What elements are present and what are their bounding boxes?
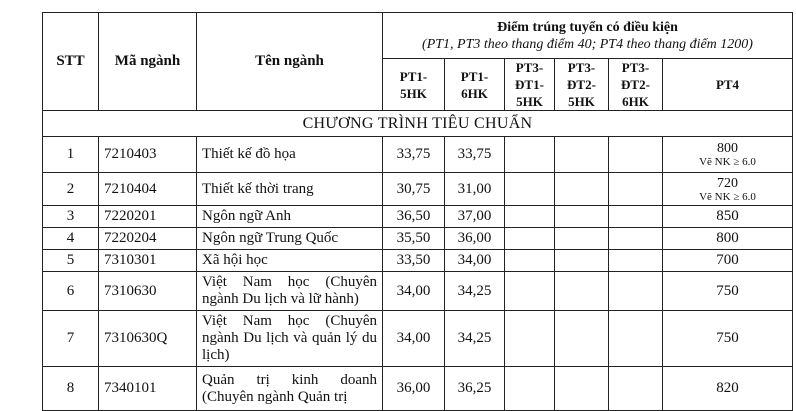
cell-stt: 4 [43,228,99,250]
cell-stt: 3 [43,206,99,228]
cell-pt1-5hk: 34,00 [383,311,445,367]
cell-pt3-dt2-5hk [555,137,609,173]
cell-name: Ngôn ngữ Trung Quốc [197,228,383,250]
cell-stt: 5 [43,250,99,272]
admission-score-table [42,12,793,411]
cell-pt4-score: 800 [717,141,738,156]
cell-pt3-dt2-6hk [609,173,663,206]
cell-pt1-5hk: 30,75 [383,173,445,206]
cell-code: 7310301 [99,250,197,272]
cell-pt4: 700 [663,250,793,272]
cell-pt3-dt2-5hk [555,311,609,367]
table-row [43,206,793,228]
cell-pt3-dt1-5hk [505,272,555,311]
cell-pt3-dt2-6hk [609,367,663,411]
cell-pt3-dt2-6hk [609,228,663,250]
header-code: Mã ngành [99,13,197,111]
cell-stt: 8 [43,367,99,411]
header-group-subtitle: (PT1, PT3 theo thang điểm 40; PT4 theo thang điểm 1200) [422,36,753,52]
cell-pt3-dt2-6hk [609,272,663,311]
header-pt1-6hk: PT1-6HK [445,59,505,111]
table-row [43,367,793,411]
cell-name: Ngôn ngữ Anh [197,206,383,228]
cell-pt4-score: 720 [717,175,738,191]
cell-stt: 1 [43,137,99,173]
cell-pt3-dt2-5hk [555,250,609,272]
cell-pt4: 820 [663,367,793,411]
header-pt3-dt1-5hk: PT3-ĐT1-5HK [505,59,555,111]
cell-code: 7310630Q [99,311,197,367]
cell-pt1-6hk: 31,00 [445,173,505,206]
cell-code: 7210404 [99,173,197,206]
cell-pt3-dt1-5hk [505,228,555,250]
cell-pt3-dt2-6hk [609,311,663,367]
table-row [43,137,793,173]
header-pt3-dt2-6hk: PT3-ĐT2-6HK [609,59,663,111]
cell-pt4 [663,173,793,206]
header-group-title: Điểm trúng tuyển có điều kiện [497,19,678,35]
cell-name: Thiết kế thời trang [197,173,383,206]
header-pt4: PT4 [663,59,793,111]
cell-name: Xã hội học [197,250,383,272]
cell-pt4: 800 [663,228,793,250]
cell-pt1-6hk: 36,00 [445,228,505,250]
cell-pt1-5hk: 33,75 [383,137,445,173]
header-stt: STT [43,13,99,111]
cell-pt3-dt2-5hk [555,272,609,311]
header-pt3-dt2-5hk: PT3-ĐT2-5HK [555,59,609,111]
cell-code: 7220204 [99,228,197,250]
table-row [43,250,793,272]
cell-name: Thiết kế đồ họa [197,137,383,173]
table-row [43,311,793,367]
cell-pt1-5hk: 36,00 [383,367,445,411]
cell-pt4: 850 [663,206,793,228]
table-row [43,173,793,206]
cell-name: Quản trị kinh doanh (Chuyên ngành Quản trị [197,367,383,411]
cell-stt: 6 [43,272,99,311]
section-title: CHƯƠNG TRÌNH TIÊU CHUẨN [43,111,793,137]
cell-pt1-5hk: 33,50 [383,250,445,272]
cell-pt1-6hk: 34,25 [445,272,505,311]
cell-pt1-6hk: 36,25 [445,367,505,411]
cell-pt3-dt1-5hk [505,137,555,173]
cell-pt3-dt2-5hk [555,228,609,250]
cell-pt3-dt2-6hk [609,137,663,173]
cell-pt1-5hk: 35,50 [383,228,445,250]
cell-pt3-dt1-5hk [505,250,555,272]
header-name: Tên ngành [197,13,383,111]
header-group [383,13,793,59]
cell-pt1-6hk: 37,00 [445,206,505,228]
cell-pt3-dt2-5hk [555,173,609,206]
cell-pt3-dt1-5hk [505,173,555,206]
table-row [43,272,793,311]
cell-code: 7310630 [99,272,197,311]
cell-pt1-6hk: 34,25 [445,311,505,367]
cell-pt3-dt1-5hk [505,367,555,411]
cell-stt: 2 [43,173,99,206]
cell-pt3-dt1-5hk [505,311,555,367]
cell-pt4: 750 [663,272,793,311]
header-pt1-5hk: PT1-5HK [383,59,445,111]
cell-pt3-dt2-5hk [555,367,609,411]
cell-pt1-6hk: 34,00 [445,250,505,272]
cell-code: 7340101 [99,367,197,411]
cell-pt1-6hk: 33,75 [445,137,505,173]
cell-pt1-5hk: 36,50 [383,206,445,228]
cell-name: Việt Nam học (Chuyên ngành Du lịch và lữ hành) [197,272,383,311]
cell-pt3-dt1-5hk [505,206,555,228]
cell-pt4-note: Vẽ NK ≥ 6.0 [699,156,756,168]
cell-stt: 7 [43,311,99,367]
cell-pt4 [663,137,793,173]
cell-code: 7210403 [99,137,197,173]
table-row [43,228,793,250]
cell-pt3-dt2-5hk [555,206,609,228]
cell-pt4: 750 [663,311,793,367]
cell-pt3-dt2-6hk [609,206,663,228]
cell-name: Việt Nam học (Chuyên ngành Du lịch và quản lý du lịch) [197,311,383,367]
cell-pt1-5hk: 34,00 [383,272,445,311]
cell-pt3-dt2-6hk [609,250,663,272]
cell-pt4-note: Vẽ NK ≥ 6.0 [699,190,756,203]
cell-code: 7220201 [99,206,197,228]
